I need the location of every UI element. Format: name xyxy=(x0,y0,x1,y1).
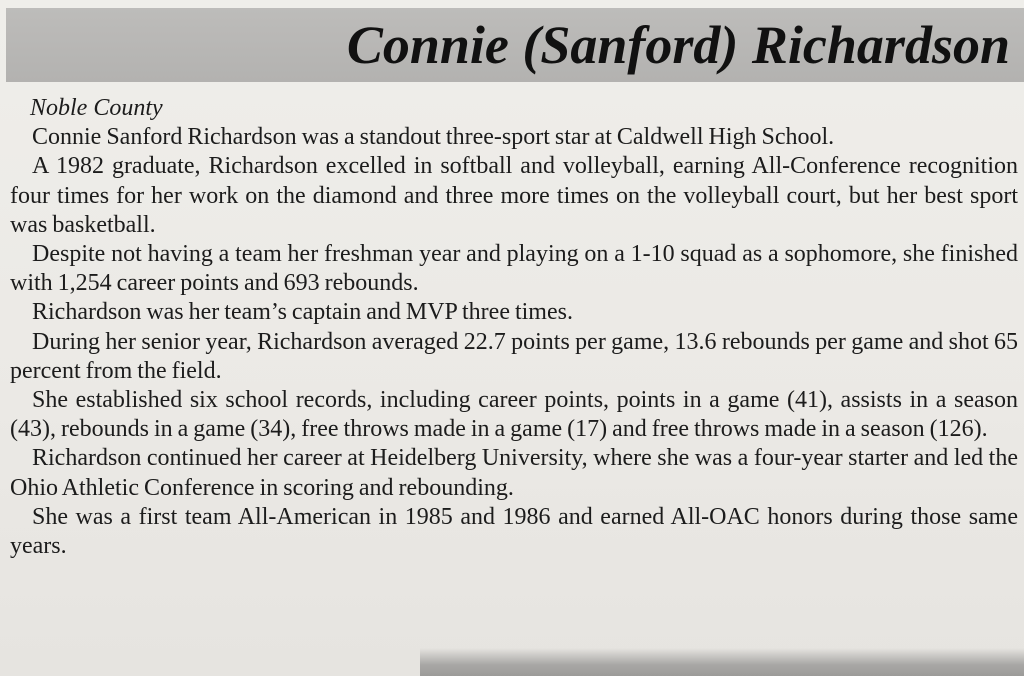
page-edge-shadow xyxy=(420,648,1024,676)
page-title: Connie (Sanford) Richardson xyxy=(346,15,1010,75)
article-body xyxy=(10,94,1018,561)
paragraph: She was a first team All-American in 1985 and 1986 and earned All-OAC honors during those same years. xyxy=(10,503,1018,560)
paragraph: Richardson was her team’s captain and MVP three times. xyxy=(32,299,573,326)
paragraph: She established six school records, including career points, points in a game (41), assists in a season (43), rebounds in a game (34), free throws made in a game (17) and free throws made in a season (126). xyxy=(10,387,1018,443)
county-label: Noble County xyxy=(30,95,163,121)
paragraph: During her senior year, Richardson averaged 22.7 points per game, 13.6 rebounds per game and shot 65 percent from the field. xyxy=(10,328,1018,384)
title-banner xyxy=(6,8,1024,82)
paragraph: A 1982 graduate, Richardson excelled in softball and volleyball, earning All-Conference recognition four times for her work on the diamond and three more times on the volleyball court, but her best sport was basketball. xyxy=(10,153,1018,238)
paragraph: Connie Sanford Richardson was a standout three-sport star at Caldwell High School. xyxy=(32,124,835,151)
paragraph: Despite not having a team her freshman year and playing on a 1-10 squad as a sophomore, she finished with 1,254 career points and 693 rebounds. xyxy=(10,241,1018,297)
paragraph: Richardson continued her career at Heidelberg University, where she was a four-year starter and led the Ohio Athletic Conference in scoring and rebounding. xyxy=(10,445,1018,501)
